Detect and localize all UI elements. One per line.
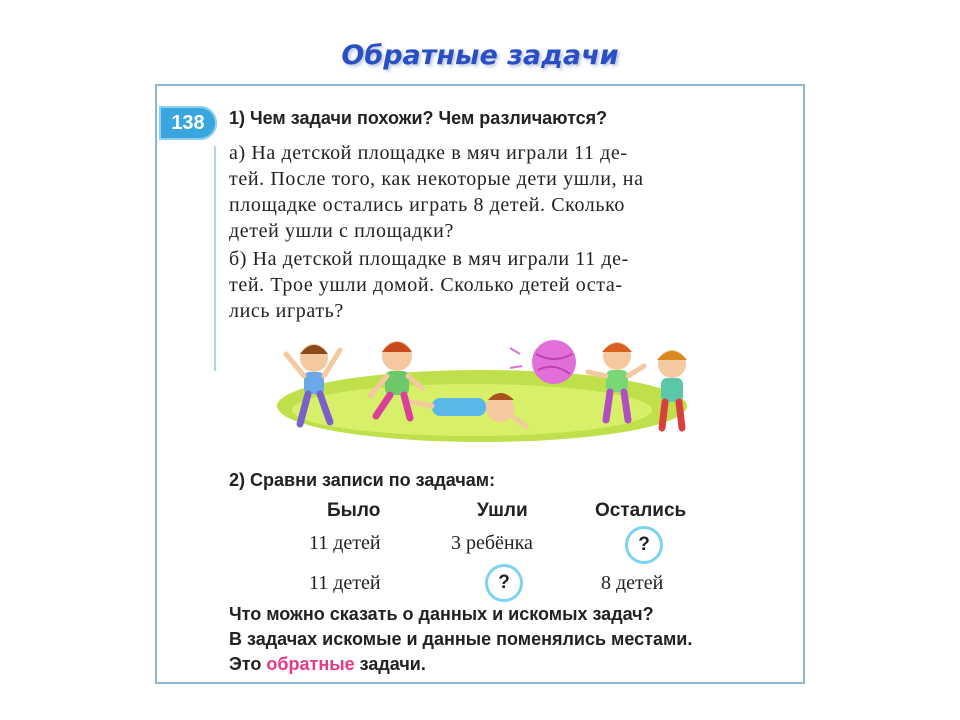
answer-suffix: задачи.: [359, 654, 426, 674]
answer-conclusion: [229, 654, 426, 675]
column-header-was: Было: [327, 500, 381, 521]
table-cell: 11 детей: [309, 532, 381, 554]
margin-line: [214, 146, 216, 371]
answer-highlight: обратные: [266, 654, 355, 674]
table-cell: 11 детей: [309, 572, 381, 594]
problem-a-line: а) На детской площадке в мяч играли 11 де-: [229, 142, 628, 164]
problem-b-line: б) На детской площадке в мяч играли 11 де-: [229, 248, 629, 270]
part2-heading: 2) Сравни записи по задачам:: [229, 470, 496, 490]
unknown-value-circle: ?: [485, 564, 523, 602]
answer-line: В задачах искомые и данные поменялись местами.: [229, 629, 693, 649]
column-header-remained: Остались: [595, 500, 687, 521]
problem-a-line: тей. После того, как некоторые дети ушли, на: [229, 168, 644, 190]
task-number-badge: 138: [159, 106, 217, 140]
answer-prefix: Это: [229, 654, 262, 674]
table-cell: 3 ребёнка: [451, 532, 533, 554]
problem-a: [229, 140, 774, 244]
question-text: Что можно сказать о данных и искомых задач?: [229, 604, 654, 624]
part1-heading: 1) Чем задачи похожи? Чем различаются?: [229, 108, 608, 128]
textbook-page: [155, 84, 805, 684]
children-playing-illustration: [272, 336, 702, 446]
problem-b: [229, 246, 774, 324]
unknown-value-circle: ?: [625, 526, 663, 564]
table-cell: 8 детей: [601, 572, 664, 594]
slide-title: Обратные задачи: [341, 40, 619, 71]
problem-a-line: площадке остались играть 8 детей. Сколько: [229, 194, 626, 216]
problem-b-line: тей. Трое ушли домой. Сколько детей оста-: [229, 274, 623, 296]
problem-a-line: детей ушли с площадки?: [229, 220, 454, 242]
column-header-left: Ушли: [477, 500, 528, 521]
problem-b-line: лись играть?: [229, 300, 344, 322]
